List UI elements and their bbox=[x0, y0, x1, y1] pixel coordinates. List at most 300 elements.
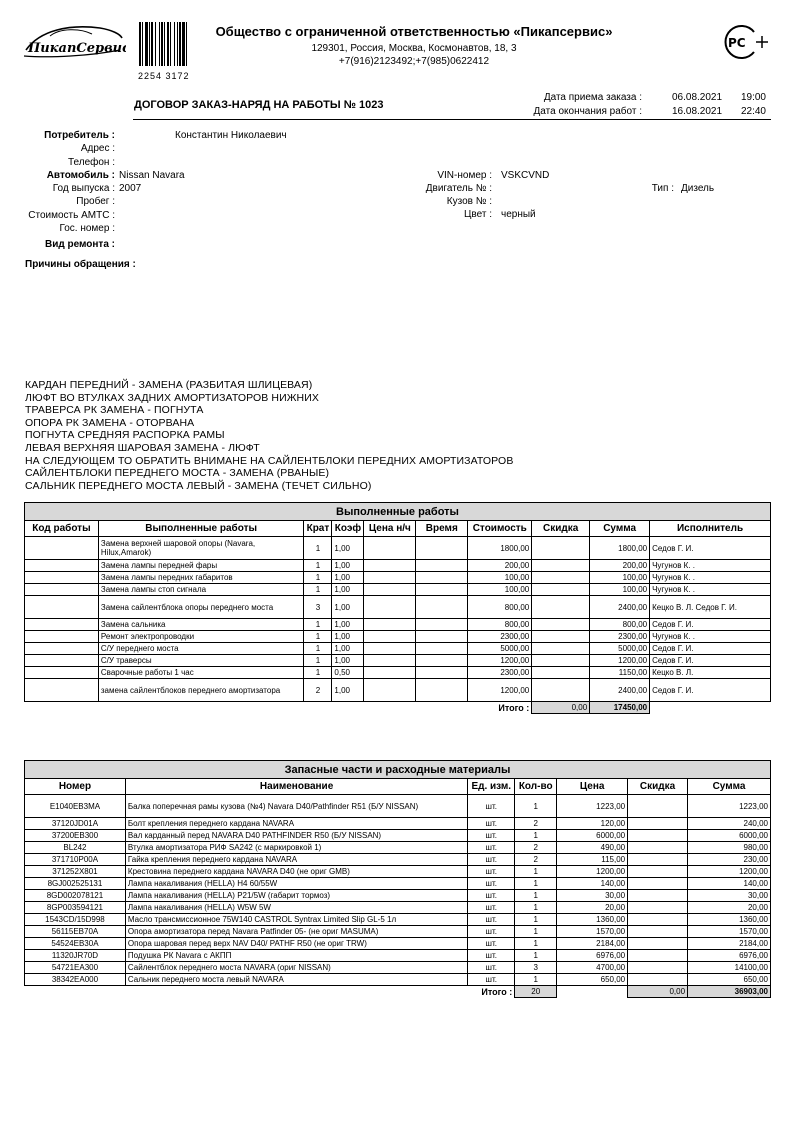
year-label: Год выпуска : bbox=[52, 183, 115, 194]
parts-cell-sum: 1570,00 bbox=[688, 926, 771, 938]
works-cell-discount bbox=[532, 643, 590, 655]
works-cell-sum: 2400,00 bbox=[590, 679, 650, 702]
parts-cell-num: E1040EB3MA bbox=[25, 795, 126, 818]
parts-cell-sum: 140,00 bbox=[688, 878, 771, 890]
works-cell-cost: 2300,00 bbox=[468, 667, 532, 679]
company-phones: +7(916)2123492;+7(985)0622412 bbox=[338, 56, 490, 67]
works-cell-name: Замена лампы передней фары bbox=[98, 560, 304, 572]
address-label: Адрес : bbox=[80, 143, 115, 154]
parts-table bbox=[24, 760, 771, 998]
cert-mark-text: РС bbox=[728, 36, 746, 50]
header-divider bbox=[133, 119, 771, 120]
works-cell-discount bbox=[532, 631, 590, 643]
works-cell-koef: 1,00 bbox=[332, 655, 364, 667]
parts-cell-discount bbox=[628, 914, 688, 926]
works-cell-time bbox=[416, 619, 468, 631]
works-cell-sum: 200,00 bbox=[590, 560, 650, 572]
works-cell-discount bbox=[532, 679, 590, 702]
parts-cell-price: 6000,00 bbox=[557, 830, 628, 842]
parts-cell-num: 54524EB30A bbox=[25, 938, 126, 950]
works-col-header: Сумма bbox=[590, 521, 650, 537]
parts-cell-sum: 6000,00 bbox=[688, 830, 771, 842]
works-cell-discount bbox=[532, 572, 590, 584]
works-cell-time bbox=[416, 643, 468, 655]
parts-cell-name: Крестовина переднего кардана NAVARA D40 (не ориг GMB) bbox=[125, 866, 467, 878]
parts-cell-unit: шт. bbox=[468, 854, 515, 866]
color-value: черный bbox=[501, 209, 536, 220]
works-cell-executor: Седов Г. И. bbox=[650, 655, 771, 667]
works-cell-price bbox=[364, 596, 416, 619]
plate-label: Гос. номер : bbox=[59, 223, 115, 234]
parts-cell-sum: 980,00 bbox=[688, 842, 771, 854]
parts-cell-sum: 14100,00 bbox=[688, 962, 771, 974]
barcode-bar bbox=[149, 22, 150, 66]
parts-title: Запасные части и расходные материалы bbox=[25, 761, 771, 779]
parts-cell-num: 54721EA300 bbox=[25, 962, 126, 974]
works-cell-sum: 1800,00 bbox=[590, 537, 650, 560]
parts-cell-price: 490,00 bbox=[557, 842, 628, 854]
barcode-bar bbox=[186, 22, 187, 66]
parts-cell-name: Лампа накаливания (HELLA) P21/5W (габарит тормоз) bbox=[125, 890, 467, 902]
parts-cell-qty: 2 bbox=[515, 854, 557, 866]
works-cell-price bbox=[364, 679, 416, 702]
parts-total-label: Итого : bbox=[481, 986, 513, 997]
finish-date-label: Дата окончания работ : bbox=[533, 106, 642, 117]
parts-cell-unit: шт. bbox=[468, 830, 515, 842]
parts-cell-sum: 20,00 bbox=[688, 902, 771, 914]
parts-cell-price: 30,00 bbox=[557, 890, 628, 902]
table-row bbox=[25, 950, 771, 962]
parts-cell-sum: 2184,00 bbox=[688, 938, 771, 950]
parts-col-header: Кол-во bbox=[515, 779, 557, 795]
parts-cell-qty: 2 bbox=[515, 842, 557, 854]
works-cell-time bbox=[416, 572, 468, 584]
works-cell-time bbox=[416, 655, 468, 667]
parts-cell-unit: шт. bbox=[468, 902, 515, 914]
finish-time: 22:40 bbox=[740, 106, 766, 117]
works-cell-cost: 1200,00 bbox=[468, 655, 532, 667]
parts-cell-qty: 1 bbox=[515, 866, 557, 878]
works-cell-price bbox=[364, 643, 416, 655]
works-cell-executor: Седов Г. И. bbox=[650, 537, 771, 560]
parts-cell-unit: шт. bbox=[468, 938, 515, 950]
table-row bbox=[25, 631, 771, 643]
works-cell-krat: 1 bbox=[304, 572, 332, 584]
works-cell-sum: 1200,00 bbox=[590, 655, 650, 667]
works-cell-price bbox=[364, 560, 416, 572]
reason-line: САЛЬНИК ПЕРЕДНЕГО МОСТА ЛЕВЫЙ - ЗАМЕНА (ТЕЧЕТ СИЛЬНО) bbox=[25, 479, 372, 492]
works-col-header: Выполненные работы bbox=[98, 521, 304, 537]
works-cell-cost: 100,00 bbox=[468, 584, 532, 596]
works-cell-code bbox=[25, 643, 99, 655]
color-label: Цвет : bbox=[464, 209, 492, 220]
parts-cell-name: Вал карданный перед NAVARA D40 PATHFINDER R50 (Б/У NISSAN) bbox=[125, 830, 467, 842]
parts-cell-discount bbox=[628, 950, 688, 962]
parts-total-row bbox=[25, 986, 771, 998]
reason-line: САЙЛЕНТБЛОКИ ПЕРЕДНЕГО МОСТА - ЗАМЕНА (РВАНЫЕ) bbox=[25, 467, 330, 480]
parts-cell-qty: 1 bbox=[515, 938, 557, 950]
cost-label: Стоимость АМТС : bbox=[28, 210, 115, 221]
barcode-bars bbox=[138, 22, 208, 66]
parts-cell-name: Лампа накаливания (HELLA) H4 60/55W bbox=[125, 878, 467, 890]
parts-cell-num: 8GJ002525131 bbox=[25, 878, 126, 890]
works-cell-discount bbox=[532, 655, 590, 667]
works-title: Выполненные работы bbox=[25, 503, 771, 521]
parts-cell-qty: 1 bbox=[515, 950, 557, 962]
works-cell-name: Замена верхней шаровой опоры (Navara, Hilux,Amarok) bbox=[98, 537, 304, 560]
parts-cell-unit: шт. bbox=[468, 795, 515, 818]
works-cell-krat: 1 bbox=[304, 631, 332, 643]
parts-cell-num: 8GD002078121 bbox=[25, 890, 126, 902]
works-cell-krat: 1 bbox=[304, 655, 332, 667]
parts-cell-sum: 1360,00 bbox=[688, 914, 771, 926]
parts-cell-price: 1360,00 bbox=[557, 914, 628, 926]
parts-cell-unit: шт. bbox=[468, 866, 515, 878]
vin-label: VIN-номер : bbox=[437, 170, 492, 181]
parts-cell-price: 1223,00 bbox=[557, 795, 628, 818]
parts-cell-discount bbox=[628, 866, 688, 878]
works-cell-sum: 100,00 bbox=[590, 572, 650, 584]
parts-cell-sum: 230,00 bbox=[688, 854, 771, 866]
reason-line: ТРАВЕРСА РК ЗАМЕНА - ПОГНУТА bbox=[25, 404, 204, 417]
works-cell-sum: 2400,00 bbox=[590, 596, 650, 619]
works-cell-discount bbox=[532, 537, 590, 560]
parts-col-header: Номер bbox=[25, 779, 126, 795]
works-cell-executor: Чугунов К. . bbox=[650, 572, 771, 584]
works-cell-name: С/У переднего моста bbox=[98, 643, 304, 655]
parts-cell-num: 38342EA000 bbox=[25, 974, 126, 986]
parts-cell-discount bbox=[628, 795, 688, 818]
parts-cell-price: 4700,00 bbox=[557, 962, 628, 974]
barcode-number: 2254 3172 bbox=[138, 71, 190, 81]
parts-cell-sum: 650,00 bbox=[688, 974, 771, 986]
parts-cell-name: Сайлентблок переднего моста NAVARA (ориг NISSAN) bbox=[125, 962, 467, 974]
works-cell-sum: 1150,00 bbox=[590, 667, 650, 679]
works-cell-code bbox=[25, 679, 99, 702]
parts-cell-num: 37200EB300 bbox=[25, 830, 126, 842]
works-cell-price bbox=[364, 619, 416, 631]
parts-cell-price: 6976,00 bbox=[557, 950, 628, 962]
parts-cell-num: 37120JD01A bbox=[25, 818, 126, 830]
table-row bbox=[25, 584, 771, 596]
works-cell-krat: 3 bbox=[304, 596, 332, 619]
parts-cell-name: Втулка амортизатора РИФ SA242 (с маркировкой 1) bbox=[125, 842, 467, 854]
table-row bbox=[25, 926, 771, 938]
works-cell-price bbox=[364, 584, 416, 596]
parts-cell-discount bbox=[628, 902, 688, 914]
works-cell-koef: 1,00 bbox=[332, 537, 364, 560]
parts-cell-qty: 1 bbox=[515, 902, 557, 914]
order-dates bbox=[530, 92, 770, 120]
parts-cell-num: 11320JR70D bbox=[25, 950, 126, 962]
works-cell-price bbox=[364, 631, 416, 643]
table-row bbox=[25, 914, 771, 926]
works-col-header: Исполнитель bbox=[650, 521, 771, 537]
works-cell-cost: 800,00 bbox=[468, 596, 532, 619]
works-total-discount: 0,00 bbox=[532, 702, 590, 714]
parts-col-header: Ед. изм. bbox=[468, 779, 515, 795]
company-logo bbox=[20, 20, 126, 64]
parts-cell-num: 1543CD/15D998 bbox=[25, 914, 126, 926]
engine-label: Двигатель № : bbox=[425, 183, 492, 194]
table-row bbox=[25, 572, 771, 584]
reason-line: ОПОРА РК ЗАМЕНА - ОТОРВАНА bbox=[25, 416, 195, 429]
table-row bbox=[25, 962, 771, 974]
car-value: Nissan Navara bbox=[119, 170, 185, 181]
table-row bbox=[25, 619, 771, 631]
works-cell-name: Ремонт электропроводки bbox=[98, 631, 304, 643]
table-row bbox=[25, 842, 771, 854]
parts-cell-sum: 1223,00 bbox=[688, 795, 771, 818]
works-cell-koef: 1,00 bbox=[332, 631, 364, 643]
works-cell-koef: 0,50 bbox=[332, 667, 364, 679]
table-row bbox=[25, 560, 771, 572]
works-cell-code bbox=[25, 619, 99, 631]
works-col-header: Время bbox=[416, 521, 468, 537]
works-total-label: Итого : bbox=[498, 702, 530, 713]
barcode-bar bbox=[139, 22, 141, 66]
table-row bbox=[25, 902, 771, 914]
parts-cell-sum: 240,00 bbox=[688, 818, 771, 830]
type-value: Дизель bbox=[681, 183, 715, 194]
works-cell-cost: 800,00 bbox=[468, 619, 532, 631]
works-total-sum: 17450,00 bbox=[590, 702, 650, 714]
works-cell-cost: 1200,00 bbox=[468, 679, 532, 702]
parts-cell-unit: шт. bbox=[468, 926, 515, 938]
table-row bbox=[25, 830, 771, 842]
works-cell-executor: Чугунов К. . bbox=[650, 560, 771, 572]
barcode-bar bbox=[151, 22, 153, 66]
works-cell-koef: 1,00 bbox=[332, 560, 364, 572]
parts-cell-name: Лампа накаливания (HELLA) W5W 5W bbox=[125, 902, 467, 914]
document-title: ДОГОВОР ЗАКАЗ-НАРЯД НА РАБОТЫ № 1023 bbox=[134, 99, 384, 111]
certification-mark-icon bbox=[716, 22, 770, 62]
accept-time: 19:00 bbox=[740, 92, 766, 103]
table-row bbox=[25, 655, 771, 667]
parts-cell-unit: шт. bbox=[468, 950, 515, 962]
parts-cell-num: 56115EB70A bbox=[25, 926, 126, 938]
works-cell-discount bbox=[532, 584, 590, 596]
parts-cell-name: Опора шаровая перед верх NAV D40/ PATHF R50 (не ориг TRW) bbox=[125, 938, 467, 950]
works-cell-code bbox=[25, 596, 99, 619]
barcode-bar bbox=[155, 22, 156, 66]
barcode-bar bbox=[182, 22, 185, 66]
table-row bbox=[25, 866, 771, 878]
parts-cell-qty: 1 bbox=[515, 890, 557, 902]
car-label: Автомобиль : bbox=[46, 170, 115, 181]
parts-cell-unit: шт. bbox=[468, 878, 515, 890]
works-cell-koef: 1,00 bbox=[332, 584, 364, 596]
parts-cell-unit: шт. bbox=[468, 818, 515, 830]
barcode-bar bbox=[159, 22, 160, 66]
works-cell-krat: 2 bbox=[304, 679, 332, 702]
parts-cell-unit: шт. bbox=[468, 842, 515, 854]
logo-text: ПикапСервис bbox=[28, 41, 126, 56]
consumer-label: Потребитель : bbox=[44, 130, 115, 141]
works-cell-krat: 1 bbox=[304, 560, 332, 572]
works-cell-code bbox=[25, 655, 99, 667]
parts-cell-sum: 30,00 bbox=[688, 890, 771, 902]
works-total-empty bbox=[650, 702, 771, 714]
year-value: 2007 bbox=[119, 183, 142, 194]
reason-line: КАРДАН ПЕРЕДНИЙ - ЗАМЕНА (РАЗБИТАЯ ШЛИЦЕВАЯ) bbox=[25, 379, 313, 391]
works-cell-time bbox=[416, 537, 468, 560]
mileage-label: Пробег : bbox=[76, 196, 115, 207]
works-cell-price bbox=[364, 655, 416, 667]
parts-col-header: Наименование bbox=[125, 779, 467, 795]
parts-total-sum: 36903,00 bbox=[688, 986, 771, 998]
works-cell-code bbox=[25, 584, 99, 596]
parts-cell-name: Опора амортизатора перед Navara Patfinder 05- (не ориг MASUMA) bbox=[125, 926, 467, 938]
parts-col-header: Сумма bbox=[688, 779, 771, 795]
parts-cell-qty: 1 bbox=[515, 878, 557, 890]
parts-cell-discount bbox=[628, 974, 688, 986]
works-cell-krat: 1 bbox=[304, 537, 332, 560]
table-row bbox=[25, 679, 771, 702]
parts-cell-name: Болт крепления переднего кардана NAVARA bbox=[125, 818, 467, 830]
works-cell-sum: 800,00 bbox=[590, 619, 650, 631]
works-cell-discount bbox=[532, 560, 590, 572]
works-cell-price bbox=[364, 667, 416, 679]
works-col-header: Скидка bbox=[532, 521, 590, 537]
works-cell-executor: Кецко В. Л. bbox=[650, 667, 771, 679]
works-cell-discount bbox=[532, 596, 590, 619]
parts-col-header: Цена bbox=[557, 779, 628, 795]
vin-value: VSKCVND bbox=[501, 170, 550, 181]
works-cell-sum: 5000,00 bbox=[590, 643, 650, 655]
reason-line: ПОГНУТА СРЕДНЯЯ РАСПОРКА РАМЫ bbox=[25, 429, 225, 442]
works-cell-executor: Чугунов К. . bbox=[650, 584, 771, 596]
works-cell-cost: 2300,00 bbox=[468, 631, 532, 643]
finish-date: 16.08.2021 bbox=[672, 106, 723, 117]
works-cell-krat: 1 bbox=[304, 584, 332, 596]
works-header-row bbox=[25, 521, 771, 537]
works-cell-cost: 1800,00 bbox=[468, 537, 532, 560]
parts-cell-discount bbox=[628, 938, 688, 950]
parts-cell-num: 8GP003594121 bbox=[25, 902, 126, 914]
works-cell-code bbox=[25, 667, 99, 679]
parts-cell-qty: 1 bbox=[515, 830, 557, 842]
parts-cell-price: 650,00 bbox=[557, 974, 628, 986]
works-cell-executor: Седов Г. И. bbox=[650, 619, 771, 631]
barcode-bar bbox=[170, 22, 171, 66]
works-cell-cost: 100,00 bbox=[468, 572, 532, 584]
table-row bbox=[25, 890, 771, 902]
works-cell-name: С/У траверсы bbox=[98, 655, 304, 667]
works-cell-time bbox=[416, 667, 468, 679]
works-cell-executor: Седов Г. И. bbox=[650, 679, 771, 702]
works-total-row bbox=[25, 702, 771, 714]
works-cell-time bbox=[416, 560, 468, 572]
parts-cell-discount bbox=[628, 818, 688, 830]
works-cell-cost: 5000,00 bbox=[468, 643, 532, 655]
parts-cell-discount bbox=[628, 926, 688, 938]
barcode-bar bbox=[145, 22, 148, 66]
works-cell-time bbox=[416, 584, 468, 596]
works-cell-price bbox=[364, 572, 416, 584]
parts-cell-num: BL242 bbox=[25, 842, 126, 854]
parts-cell-discount bbox=[628, 878, 688, 890]
works-cell-koef: 1,00 bbox=[332, 596, 364, 619]
works-cell-discount bbox=[532, 619, 590, 631]
works-cell-time bbox=[416, 631, 468, 643]
parts-cell-unit: шт. bbox=[468, 890, 515, 902]
works-cell-executor: Чугунов К. . bbox=[650, 631, 771, 643]
reason-line: НА СЛЕДУЮЩЕМ ТО ОБРАТИТЬ ВНИМАНЕ НА САЙЛЕНТБЛОКИ ПЕРЕДНИХ АМОРТИЗАТОРОВ bbox=[25, 454, 514, 467]
parts-cell-sum: 1200,00 bbox=[688, 866, 771, 878]
parts-cell-qty: 1 bbox=[515, 795, 557, 818]
company-name: Общество с ограниченной ответственностью «Пикапсервис» bbox=[215, 24, 613, 39]
parts-total-empty bbox=[557, 986, 628, 998]
parts-cell-qty: 2 bbox=[515, 818, 557, 830]
works-cell-krat: 1 bbox=[304, 643, 332, 655]
works-col-header: Коэф bbox=[332, 521, 364, 537]
parts-cell-price: 2184,00 bbox=[557, 938, 628, 950]
works-cell-koef: 1,00 bbox=[332, 643, 364, 655]
parts-cell-name: Масло трансмиссионное 75W140 CASTROL Syntrax Limited Slip GL-5 1л bbox=[125, 914, 467, 926]
reason-line: ЛЮФТ ВО ВТУЛКАХ ЗАДНИХ АМОРТИЗАТОРОВ НИЖНИХ bbox=[25, 391, 319, 404]
barcode-bar bbox=[177, 22, 178, 66]
works-table bbox=[24, 502, 771, 714]
parts-cell-name: Балка поперечная рамы кузова (№4) Navara D40/Pathfinder R51 (Б/У NISSAN) bbox=[125, 795, 467, 818]
works-cell-name: Сварочные работы 1 час bbox=[98, 667, 304, 679]
parts-cell-name: Сальник переднего моста левый NAVARA bbox=[125, 974, 467, 986]
barcode-bar bbox=[179, 22, 181, 66]
type-label: Тип : bbox=[651, 183, 674, 194]
works-cell-name: Замена сайлентблока опоры переднего моста bbox=[98, 596, 304, 619]
parts-cell-qty: 1 bbox=[515, 914, 557, 926]
phone-label: Телефон : bbox=[67, 157, 115, 168]
barcode-bar bbox=[174, 22, 175, 66]
parts-cell-qty: 1 bbox=[515, 926, 557, 938]
parts-cell-name: Подушка РК Navara с АКПП bbox=[125, 950, 467, 962]
works-cell-sum: 2300,00 bbox=[590, 631, 650, 643]
parts-cell-num: 371710P00A bbox=[25, 854, 126, 866]
works-cell-discount bbox=[532, 667, 590, 679]
parts-cell-name: Гайка крепления переднего кардана NAVARA bbox=[125, 854, 467, 866]
reasons-list bbox=[25, 379, 513, 492]
works-cell-code bbox=[25, 631, 99, 643]
works-cell-code bbox=[25, 572, 99, 584]
table-row bbox=[25, 667, 771, 679]
table-row bbox=[25, 854, 771, 866]
barcode-bar bbox=[164, 22, 165, 66]
repair-type-label: Вид ремонта : bbox=[44, 239, 115, 250]
consumer-value: Константин Николаевич bbox=[175, 130, 287, 141]
parts-cell-discount bbox=[628, 842, 688, 854]
parts-cell-unit: шт. bbox=[468, 914, 515, 926]
works-cell-name: Замена лампы передних габаритов bbox=[98, 572, 304, 584]
works-cell-code bbox=[25, 537, 99, 560]
table-row bbox=[25, 938, 771, 950]
parts-cell-price: 140,00 bbox=[557, 878, 628, 890]
accept-date-label: Дата приема заказа : bbox=[543, 92, 642, 103]
parts-cell-discount bbox=[628, 962, 688, 974]
company-address: 129301, Россия, Москва, Космонавтов, 18, 3 bbox=[311, 43, 517, 54]
table-row bbox=[25, 643, 771, 655]
parts-col-header: Скидка bbox=[628, 779, 688, 795]
reasons-label: Причины обращения : bbox=[25, 259, 136, 270]
barcode-bar bbox=[161, 22, 163, 66]
barcode-bar bbox=[142, 22, 143, 66]
works-cell-koef: 1,00 bbox=[332, 572, 364, 584]
table-row bbox=[25, 537, 771, 560]
table-row bbox=[25, 818, 771, 830]
table-row bbox=[25, 878, 771, 890]
table-row bbox=[25, 795, 771, 818]
company-block bbox=[214, 24, 614, 67]
parts-cell-discount bbox=[628, 854, 688, 866]
